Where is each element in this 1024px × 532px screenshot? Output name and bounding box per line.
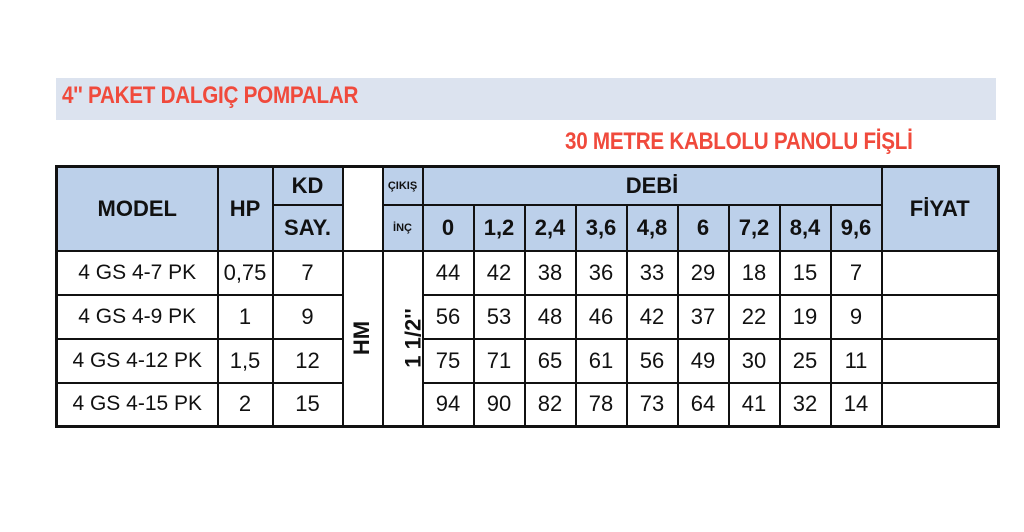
page-subtitle: 30 METRE KABLOLU PANOLU FİŞLİ [565,128,913,155]
cell-debi: 49 [678,339,729,383]
cell-debi: 73 [627,383,678,427]
cell-debi: 25 [780,339,831,383]
cell-debi: 41 [729,383,780,427]
cell-fiyat [882,339,999,383]
cell-debi: 33 [627,251,678,295]
cell-model: 4 GS 4-7 PK [57,251,218,295]
debi-col-header: 3,6 [576,205,627,251]
cell-debi: 65 [525,339,576,383]
cell-debi: 38 [525,251,576,295]
cell-fiyat [882,383,999,427]
debi-col-header: 4,8 [627,205,678,251]
cell-debi: 46 [576,295,627,339]
header-hp: HP [218,167,273,251]
cell-debi: 61 [576,339,627,383]
cell-debi: 36 [576,251,627,295]
cell-debi: 44 [423,251,474,295]
cell-hp: 1 [218,295,273,339]
cell-kd: 15 [273,383,343,427]
cell-debi: 11 [831,339,882,383]
cell-debi: 37 [678,295,729,339]
header-fiyat: FİYAT [882,167,999,251]
debi-col-header: 9,6 [831,205,882,251]
table-row [57,295,999,339]
cell-debi: 30 [729,339,780,383]
cell-model: 4 GS 4-9 PK [57,295,218,339]
cell-debi: 22 [729,295,780,339]
cell-debi: 7 [831,251,882,295]
cell-kd: 9 [273,295,343,339]
cell-fiyat [882,295,999,339]
debi-col-header: 1,2 [474,205,525,251]
page-title: 4'' PAKET DALGIÇ POMPALAR [62,82,359,109]
cell-debi: 71 [474,339,525,383]
table-row [57,251,999,295]
debi-col-header: 0 [423,205,474,251]
header-kd: KD [273,167,343,205]
header-model: MODEL [57,167,218,251]
header-cikis: ÇIKIŞ [383,167,423,205]
debi-col-header: 7,2 [729,205,780,251]
cell-hp: 1,5 [218,339,273,383]
cell-debi: 48 [525,295,576,339]
cell-hm [343,251,383,427]
table-row [57,383,999,427]
table-row [57,339,999,383]
cell-debi: 56 [627,339,678,383]
cell-debi: 15 [780,251,831,295]
price-table [55,165,1000,428]
cell-model: 4 GS 4-12 PK [57,339,218,383]
header-say: SAY. [273,205,343,251]
cell-hp: 2 [218,383,273,427]
cell-debi: 75 [423,339,474,383]
inch-label: 1 1/2'' [400,308,426,368]
cell-hp: 0,75 [218,251,273,295]
cell-debi: 42 [627,295,678,339]
cell-debi: 42 [474,251,525,295]
cell-debi: 78 [576,383,627,427]
cell-debi: 32 [780,383,831,427]
cell-debi: 82 [525,383,576,427]
header-blank [343,167,383,251]
cell-debi: 94 [423,383,474,427]
cell-debi: 18 [729,251,780,295]
cell-model: 4 GS 4-15 PK [57,383,218,427]
cell-debi: 19 [780,295,831,339]
cell-inch [383,251,426,427]
cell-debi: 56 [423,295,474,339]
hm-label: HM [349,321,375,356]
debi-col-header: 2,4 [525,205,576,251]
cell-debi: 64 [678,383,729,427]
header-inc: İNÇ [383,205,423,251]
header-debi: DEBİ [423,167,882,205]
cell-debi: 14 [831,383,882,427]
cell-debi: 53 [474,295,525,339]
cell-debi: 90 [474,383,525,427]
cell-debi: 9 [831,295,882,339]
debi-col-header: 6 [678,205,729,251]
debi-col-header: 8,4 [780,205,831,251]
cell-kd: 7 [273,251,343,295]
cell-fiyat [882,251,999,295]
cell-kd: 12 [273,339,343,383]
cell-debi: 29 [678,251,729,295]
